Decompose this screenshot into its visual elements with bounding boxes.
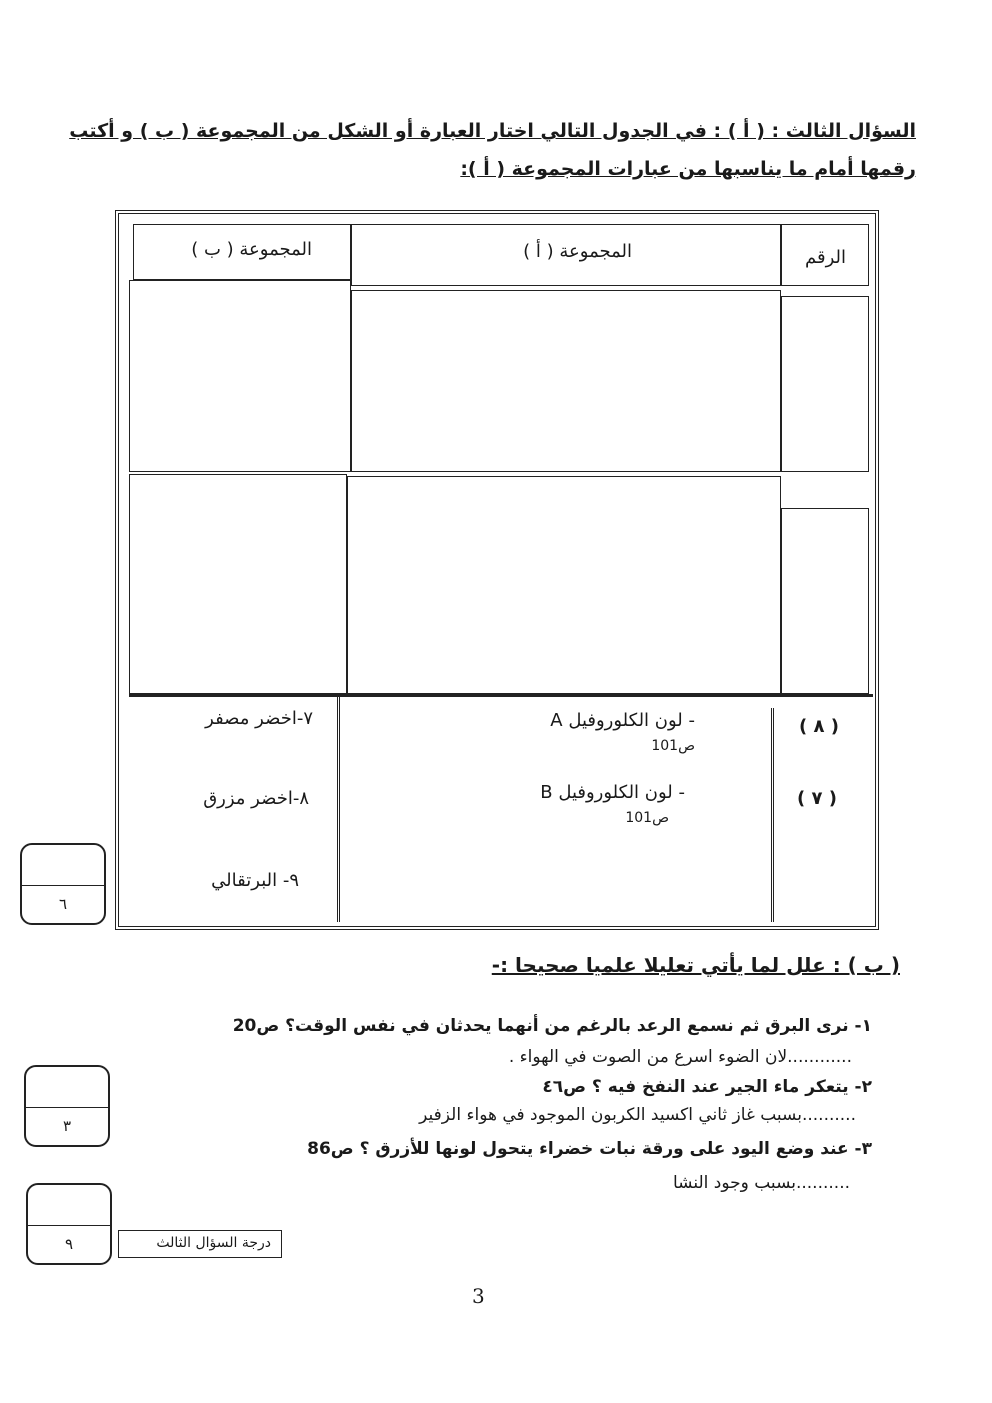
page-ref-a: ص101 bbox=[651, 738, 695, 754]
score-box-a bbox=[20, 843, 106, 925]
part-b-heading: ( ب ) : علل لما يأتي تعليلا علميا صحيحا :- bbox=[491, 953, 900, 977]
header-group-a-label: المجموعة ( أ ) bbox=[523, 241, 632, 262]
answer-number-b: ( ٧ ) bbox=[797, 788, 837, 809]
row1-group-b-cell bbox=[129, 280, 351, 472]
total-label-box bbox=[118, 1230, 282, 1258]
row1-number-cell bbox=[781, 296, 869, 472]
header-group-a bbox=[351, 224, 781, 286]
option-7: ٧-اخضر مصفر bbox=[205, 708, 313, 729]
reason-answer-3: ..........بسبب وجود النشا bbox=[672, 1173, 850, 1193]
page-ref-b: ص101 bbox=[625, 810, 669, 826]
row2-group-a-cell bbox=[347, 476, 781, 694]
matching-table bbox=[115, 210, 879, 930]
question-subtitle: رقمها أمام ما يناسبها من عبارات المجموعة ( أ ): bbox=[460, 158, 916, 180]
column-separator-num bbox=[771, 708, 774, 922]
answer-number-a: ( ٨ ) bbox=[799, 716, 839, 737]
header-number-label: الرقم bbox=[804, 247, 846, 268]
header-group-b-label: المجموعة ( ب ) bbox=[191, 239, 312, 260]
row-separator bbox=[129, 694, 873, 697]
row2-number-cell bbox=[781, 508, 869, 694]
page-number: 3 bbox=[472, 1284, 485, 1308]
reason-question-3: ٣- عند وضع اليود على ورقة نبات خضراء يتحول لونها للأزرق ؟ ص86 bbox=[307, 1139, 872, 1159]
reason-answer-1: ............لان الضوء اسرع من الصوت في الهواء . bbox=[508, 1047, 852, 1067]
option-8: ٨-اخضر مزرق bbox=[203, 788, 309, 809]
row1-group-a-cell bbox=[351, 290, 781, 472]
total-score-value: ٩ bbox=[64, 1235, 74, 1253]
score-a-value: ٦ bbox=[58, 895, 68, 913]
question-title: السؤال الثالث : ( أ ) : في الجدول التالي اختار العبارة أو الشكل من المجموعة ( ب ) و أكتب bbox=[69, 120, 916, 142]
column-separator-b bbox=[337, 696, 340, 922]
score-box-b bbox=[24, 1065, 110, 1147]
total-score-box bbox=[26, 1183, 112, 1265]
statement-b: - لون الكلوروفيل B bbox=[540, 782, 685, 803]
reason-question-1: ١- نرى البرق ثم نسمع الرعد بالرغم من أنهما يحدثان في نفس الوقت؟ ص20 bbox=[232, 1016, 872, 1036]
statement-a: - لون الكلوروفيل A bbox=[550, 710, 695, 731]
reason-answer-2: ..........بسبب غاز ثاني اكسيد الكربون الموجود في هواء الزفير bbox=[419, 1105, 856, 1125]
row2-group-b-cell bbox=[129, 474, 347, 694]
option-9: ٩- البرتقالي bbox=[211, 870, 299, 891]
score-b-value: ٣ bbox=[62, 1117, 72, 1135]
total-label: درجة السؤال الثالث bbox=[156, 1235, 271, 1251]
reason-question-2: ٢- يتعكر ماء الجير عند النفخ فيه ؟ ص٤٦ bbox=[542, 1077, 872, 1097]
header-number bbox=[781, 224, 869, 286]
header-group-b bbox=[133, 224, 351, 280]
